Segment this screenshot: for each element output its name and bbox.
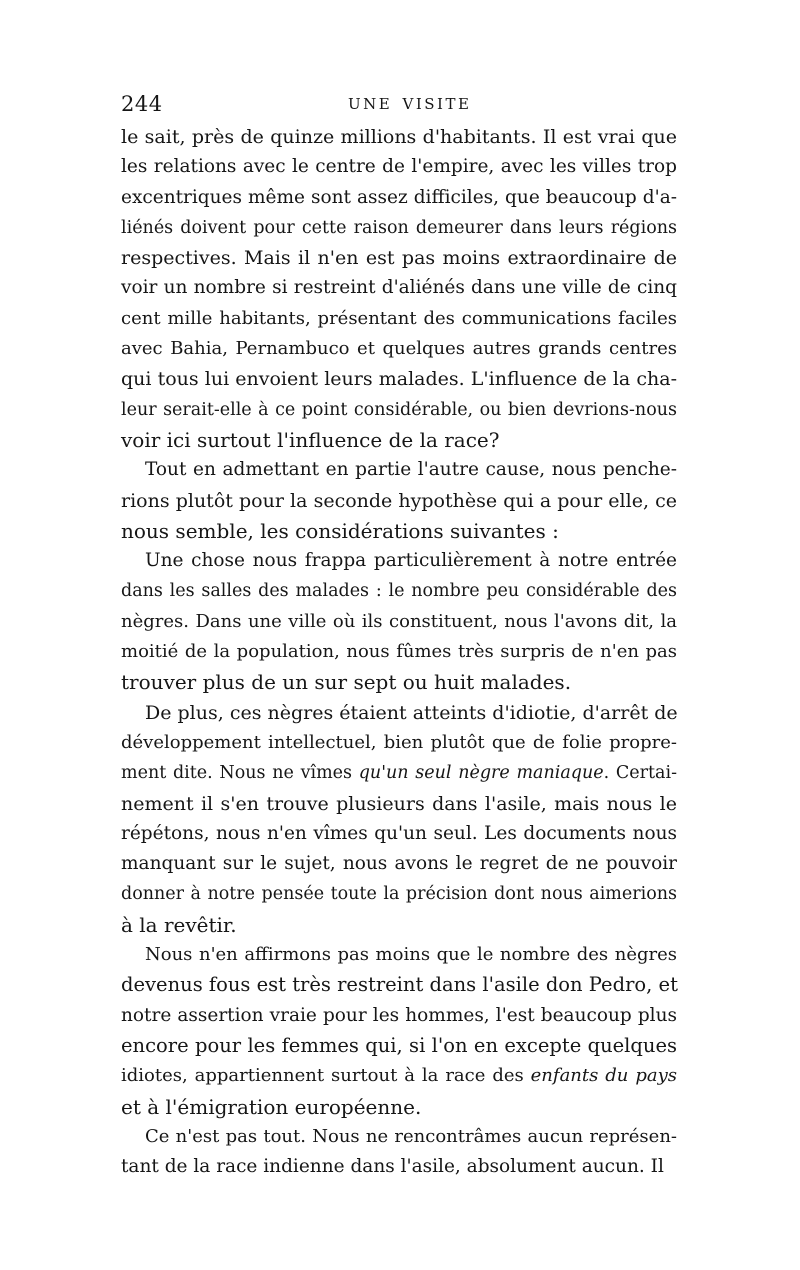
text-line: les relations avec le centre de l'empire, avec les villes trop	[121, 156, 677, 178]
text-line: et à l'émigration européenne.	[121, 1094, 422, 1119]
text-line: nement il s'en trouve plusieurs dans l'asile, mais nous le	[121, 792, 677, 815]
text-line: donner à notre pensée toute la précision dont nous aimerions	[121, 884, 677, 905]
text-line: manquant sur le sujet, nous avons le regret de ne pouvoir	[121, 853, 677, 875]
text-line: voir un nombre si restreint d'aliénés dans une ville de cinq	[121, 277, 677, 299]
running-title: UNE VISITE	[348, 95, 472, 113]
text-line	[121, 758, 677, 788]
text-line: De plus, ces nègres étaient atteints d'idiotie, d'arrêt de	[145, 701, 678, 724]
text-line: excentriques même sont assez difficiles, que beaucoup d'a-	[121, 186, 677, 208]
italic-phrase: qu'un seul nègre maniaque	[358, 763, 604, 784]
italic-phrase: enfants du pays	[530, 1065, 677, 1087]
text-line	[121, 1061, 677, 1091]
text-line: Nous n'en affirmons pas moins que le nombre des nègres	[145, 944, 677, 966]
page-number: 244	[121, 92, 163, 116]
text-line: développement intellectuel, bien plutôt que de folie propre-	[121, 731, 677, 753]
text-line: cent mille habitants, présentant des communications faciles	[121, 307, 677, 329]
text-line: nous semble, les considérations suivantes :	[121, 518, 559, 543]
text-run: ment dite. Nous ne vîmes	[121, 763, 359, 784]
text-line: encore pour les femmes qui, si l'on en excepte quelques	[121, 1033, 677, 1057]
paragraph	[121, 1122, 677, 1183]
paragraph	[121, 546, 677, 697]
text-line: leur serait-elle à ce point considérable, ou bien devrions-nous	[121, 399, 677, 420]
text-line: avec Bahia, Pernambuco et quelques autres grands centres	[121, 338, 677, 360]
text-line: respectives. Mais il n'en est pas moins extraordinaire de	[121, 247, 677, 270]
text-line: moitié de la population, nous fûmes très surpris de n'en pas	[121, 641, 677, 663]
text-line: le sait, près de quinze millions d'habitants. Il est vrai que	[121, 126, 677, 148]
text-line: Une chose nous frappa particulièrement à notre entrée	[145, 550, 677, 572]
book-page	[121, 92, 677, 1182]
text-line: à la revêtir.	[121, 912, 237, 937]
text-line: qui tous lui envoient leurs malades. L'influence de la cha-	[121, 368, 677, 391]
text-line: Tout en admettant en partie l'autre cause, nous penche-	[145, 459, 677, 481]
text-line: devenus fous est très restreint dans l'asile don Pedro, et	[121, 973, 678, 997]
text-run: . Certai-	[603, 763, 677, 784]
text-line: dans les salles des malades : le nombre peu considérable des	[121, 581, 677, 602]
text-run: idiotes, appartiennent surtout à la race des	[121, 1065, 531, 1087]
text-line: rions plutôt pour la seconde hypothèse qui a pour elle, ce	[121, 489, 677, 512]
text-line: voir ici surtout l'influence de la race?	[121, 427, 500, 452]
paragraph	[121, 455, 677, 546]
text-line: répétons, nous n'en vîmes qu'un seul. Les documents nous	[121, 822, 677, 844]
text-line: notre assertion vraie pour les hommes, l'est beaucoup plus	[121, 1004, 677, 1026]
text-line: nègres. Dans une ville où ils constituent, nous l'avons dit, la	[121, 610, 677, 632]
text-line: tant de la race indienne dans l'asile, absolument aucun. Il	[121, 1156, 664, 1178]
text-line: trouver plus de un sur sept ou huit malades.	[121, 670, 572, 695]
running-header	[121, 92, 677, 122]
paragraph	[121, 122, 677, 455]
text-line: liénés doivent pour cette raison demeurer dans leurs régions	[121, 217, 677, 238]
text-line: Ce n'est pas tout. Nous ne rencontrâmes aucun représen-	[145, 1125, 677, 1147]
paragraph	[121, 940, 677, 1122]
paragraph	[121, 698, 677, 940]
body-text	[121, 122, 677, 1182]
